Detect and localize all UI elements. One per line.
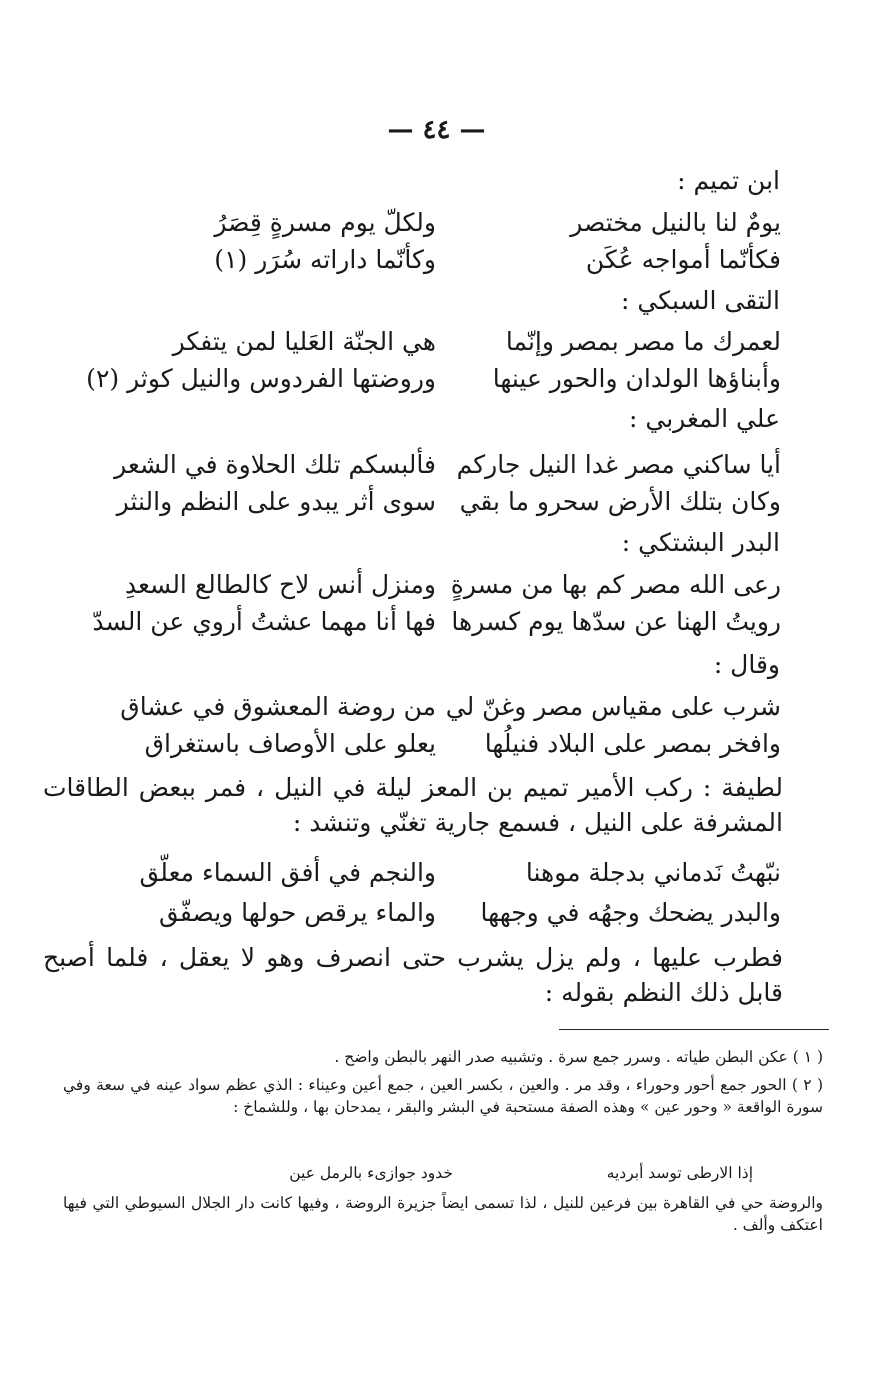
footnote-1: ( ١ ) عكن البطن طياته . وسرر جمع سرة . وتشبيه صدر النهر بالبطن واضح .	[334, 1048, 823, 1066]
verse-second-hemistich: والنجم في أفق السماء معلّق	[139, 858, 436, 887]
verse-first-hemistich: وأبناؤها الولدان والحور عينها	[492, 364, 781, 393]
verse-line	[81, 243, 781, 277]
verse-first-hemistich: وكان بتلك الأرض سحرو ما بقي	[459, 487, 781, 516]
verse-first-hemistich: رويتُ الهنا عن سدّها يوم كسرها	[451, 607, 781, 636]
verse-second-hemistich: من روضة المعشوق في عشاق	[120, 692, 436, 721]
verse-second-hemistich: وكأنّما داراته سُرَر (١)	[214, 245, 436, 274]
verse-line	[81, 727, 781, 761]
poet-name: ابن تميم :	[677, 166, 780, 195]
anecdote-paragraph: لطيفة : ركب الأمير تميم بن المعز ليلة في النيل ، فمر ببعض الطاقات المشرفة على النيل ، فسمع جارية تغنّي وتنشد :	[43, 773, 783, 837]
footnote-verse	[103, 1162, 753, 1184]
poet-name: علي المغربي :	[628, 404, 780, 433]
poet-name: وقال :	[713, 650, 780, 679]
verse-first-hemistich: رعى الله مصر كم بها من مسرةٍ	[450, 570, 781, 599]
verse-line	[81, 362, 781, 396]
verse-first-hemistich: إذا الارطى توسد أبرديه	[606, 1164, 753, 1182]
verse-first-hemistich: وافخر بمصر على البلاد فنيلُها	[484, 729, 781, 758]
verse-second-hemistich: خدود جوازىء بالرمل عين	[289, 1164, 453, 1182]
footnote-3: والروضة حي في القاهرة بين فرعين للنيل ، لذا تسمى ايضاً جزيرة الروضة ، وفيها كانت دار الجلال السيوطي التي فيها اعتكف وألف .	[63, 1194, 823, 1234]
verse-first-hemistich: شرب على مقياس مصر وغنّ لي	[445, 692, 781, 721]
verse-second-hemistich: والماء يرقص حولها ويصفّق	[159, 898, 436, 927]
poet-name: البدر البشتكي :	[621, 528, 780, 557]
anecdote-conclusion: فطرب عليها ، ولم يزل يشرب حتى انصرف وهو لا يعقل ، فلما أصبح قابل ذلك النظم بقوله :	[43, 943, 783, 1007]
verse-line	[81, 856, 781, 890]
verse-first-hemistich: فكأنّما أمواجه عُكَن	[585, 245, 781, 274]
verse-second-hemistich: فألبسكم تلك الحلاوة في الشعر	[114, 450, 436, 479]
verse-first-hemistich: والبدر يضحك وجهُه في وجهها	[480, 898, 781, 927]
verse-second-hemistich: وروضتها الفردوس والنيل كوثر (٢)	[86, 364, 436, 393]
verse-first-hemistich: نبّهتُ نَدماني بدجلة موهنا	[525, 858, 781, 887]
verse-second-hemistich: ومنزل أنس لاح كالطالع السعدِ	[124, 570, 436, 599]
footnote-separator	[559, 1029, 829, 1030]
poet-name: التقى السبكي :	[621, 286, 780, 315]
verse-line	[81, 325, 781, 359]
verse-line	[81, 448, 781, 482]
verse-first-hemistich: أيا ساكني مصر غدا النيل جاركم	[456, 450, 781, 479]
verse-first-hemistich: لعمرك ما مصر بمصر وإنّما	[505, 327, 781, 356]
verse-line	[81, 568, 781, 602]
footnote-2: ( ٢ ) الحور جمع أحور وحوراء ، وقد مر . والعين ، بكسر العين ، جمع أعين وعيناء : الذي عظم سواد عينه في سعة وفي سورة الواقعة « وحور عين » وهذه الصفة مستحبة في البشر والبقر ، يمدحان بها ، وللشماخ :	[63, 1076, 823, 1116]
verse-line	[81, 690, 781, 724]
verse-second-hemistich: ولكلّ يوم مسرةٍ قِصَرُ	[214, 208, 436, 237]
verse-second-hemistich: يعلو على الأوصاف باستغراق	[144, 729, 436, 758]
verse-second-hemistich: هي الجنّة العَليا لمن يتفكر	[172, 327, 436, 356]
verse-line	[81, 206, 781, 240]
verse-line	[81, 896, 781, 930]
verse-second-hemistich: سوى أثر يبدو على النظم والنثر	[116, 487, 436, 516]
page-number: — ٤٤ —	[387, 115, 486, 145]
verse-line	[81, 485, 781, 519]
verse-line	[81, 605, 781, 639]
verse-first-hemistich: يومٌ لنا بالنيل مختصر	[570, 208, 781, 237]
verse-second-hemistich: فها أنا مهما عشتُ أروي عن السدّ	[92, 607, 436, 636]
